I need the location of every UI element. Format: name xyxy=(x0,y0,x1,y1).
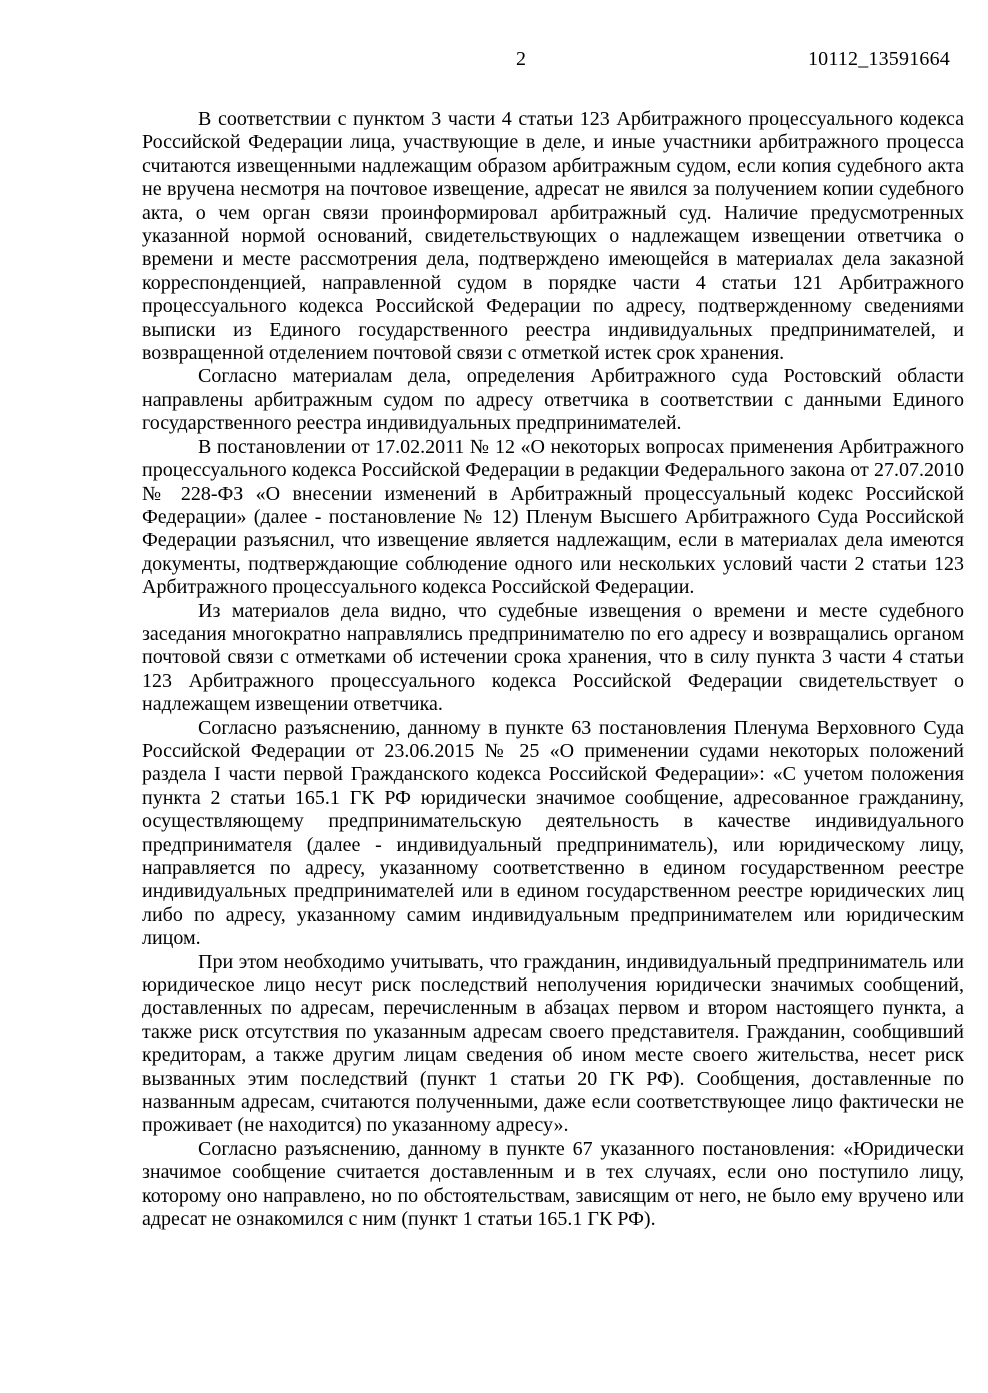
paragraph-6: При этом необходимо учитывать, что гражданин, индивидуальный предприниматель или юридическое лицо несут риск последствий неполучения юридически значимых сообщений, доставленных по адресам, перечисленным в абзацах первом и втором настоящего пункта, а также риск отсутствия по указанным адресам своего представителя. Гражданин, сообщивший кредиторам, а также другим лицам сведения об ином месте своего жительства, несет риск вызванных этим последствий (пункт 1 статьи 20 ГК РФ). Сообщения, доставленные по названным адресам, считаются полученными, даже если соответствующее лицо фактически не проживает (не находится) по указанному адресу». xyxy=(142,950,964,1137)
paragraph-1: В соответствии с пунктом 3 части 4 статьи 123 Арбитражного процессуального кодекса Российской Федерации лица, участвующие в деле, и иные участники арбитражного процесса считаются извещенными надлежащим образом арбитражным судом, если копия судебного акта не вручена несмотря на почтовое извещение, адресат не явился за получением копии судебного акта, о чем орган связи проинформировал арбитражный суд. Наличие предусмотренных указанной нормой оснований, свидетельствующих о надлежащем извещении ответчика о времени и месте рассмотрения дела, подтверждено имеющейся в материалах дела заказной корреспонденцией, направленной судом в порядке части 4 статьи 121 Арбитражного процессуального кодекса Российской Федерации по адресу, подтвержденному сведениями выписки из Единого государственного реестра индивидуальных предпринимателей, и возвращенной отделением почтовой связи с отметкой истек срок хранения. xyxy=(142,108,964,365)
document-body xyxy=(142,108,964,1232)
paragraph-2: Согласно материалам дела, определения Арбитражного суда Ростовский области направлены арбитражным судом по адресу ответчика в соответствии с данными Единого государственного реестра индивидуальных предпринимателей. xyxy=(142,365,964,435)
page-number: 2 xyxy=(516,48,526,70)
paragraph-3: В постановлении от 17.02.2011 № 12 «О некоторых вопросах применения Арбитражного процессуального кодекса Российской Федерации в редакции Федерального закона от 27.07.2010 № 228-ФЗ «О внесении изменений в Арбитражный процессуальный кодекс Российской Федерации» (далее - постановление № 12) Пленум Высшего Арбитражного Суда Российской Федерации разъяснил, что извещение является надлежащим, если в материалах дела имеются документы, подтверждающие соблюдение одного или нескольких условий части 2 статьи 123 Арбитражного процессуального кодекса Российской Федерации. xyxy=(142,435,964,599)
document-id: 10112_13591664 xyxy=(807,48,950,70)
paragraph-5: Согласно разъяснению, данному в пункте 63 постановления Пленума Верховного Суда Российской Федерации от 23.06.2015 № 25 «О применении судами некоторых положений раздела I части первой Гражданского кодекса Российской Федерации»: «С учетом положения пункта 2 статьи 165.1 ГК РФ юридически значимое сообщение, адресованное гражданину, осуществляющему предпринимательскую деятельность в качестве индивидуального предпринимателя (далее - индивидуальный предприниматель), или юридическому лицу, направляется по адресу, указанному соответственно в едином государственном реестре индивидуальных предпринимателей или в едином государственном реестре юридических лиц либо по адресу, указанному самим индивидуальным предпринимателем или юридическим лицом. xyxy=(142,716,964,950)
paragraph-4: Из материалов дела видно, что судебные извещения о времени и месте судебного заседания многократно направлялись предпринимателю по его адресу и возвращались органом почтовой связи с отметками об истечении срока хранения, что в силу пункта 3 части 4 статьи 123 Арбитражного процессуального кодекса Российской Федерации свидетельствует о надлежащем извещении ответчика. xyxy=(142,599,964,716)
paragraph-7: Согласно разъяснению, данному в пункте 67 указанного постановления: «Юридически значимое сообщение считается доставленным и в тех случаях, если оно поступило лицу, которому оно направлено, но по обстоятельствам, зависящим от него, не было ему вручено или адресат не ознакомился с ним (пункт 1 статьи 165.1 ГК РФ). xyxy=(142,1137,964,1231)
page-header xyxy=(0,47,988,71)
